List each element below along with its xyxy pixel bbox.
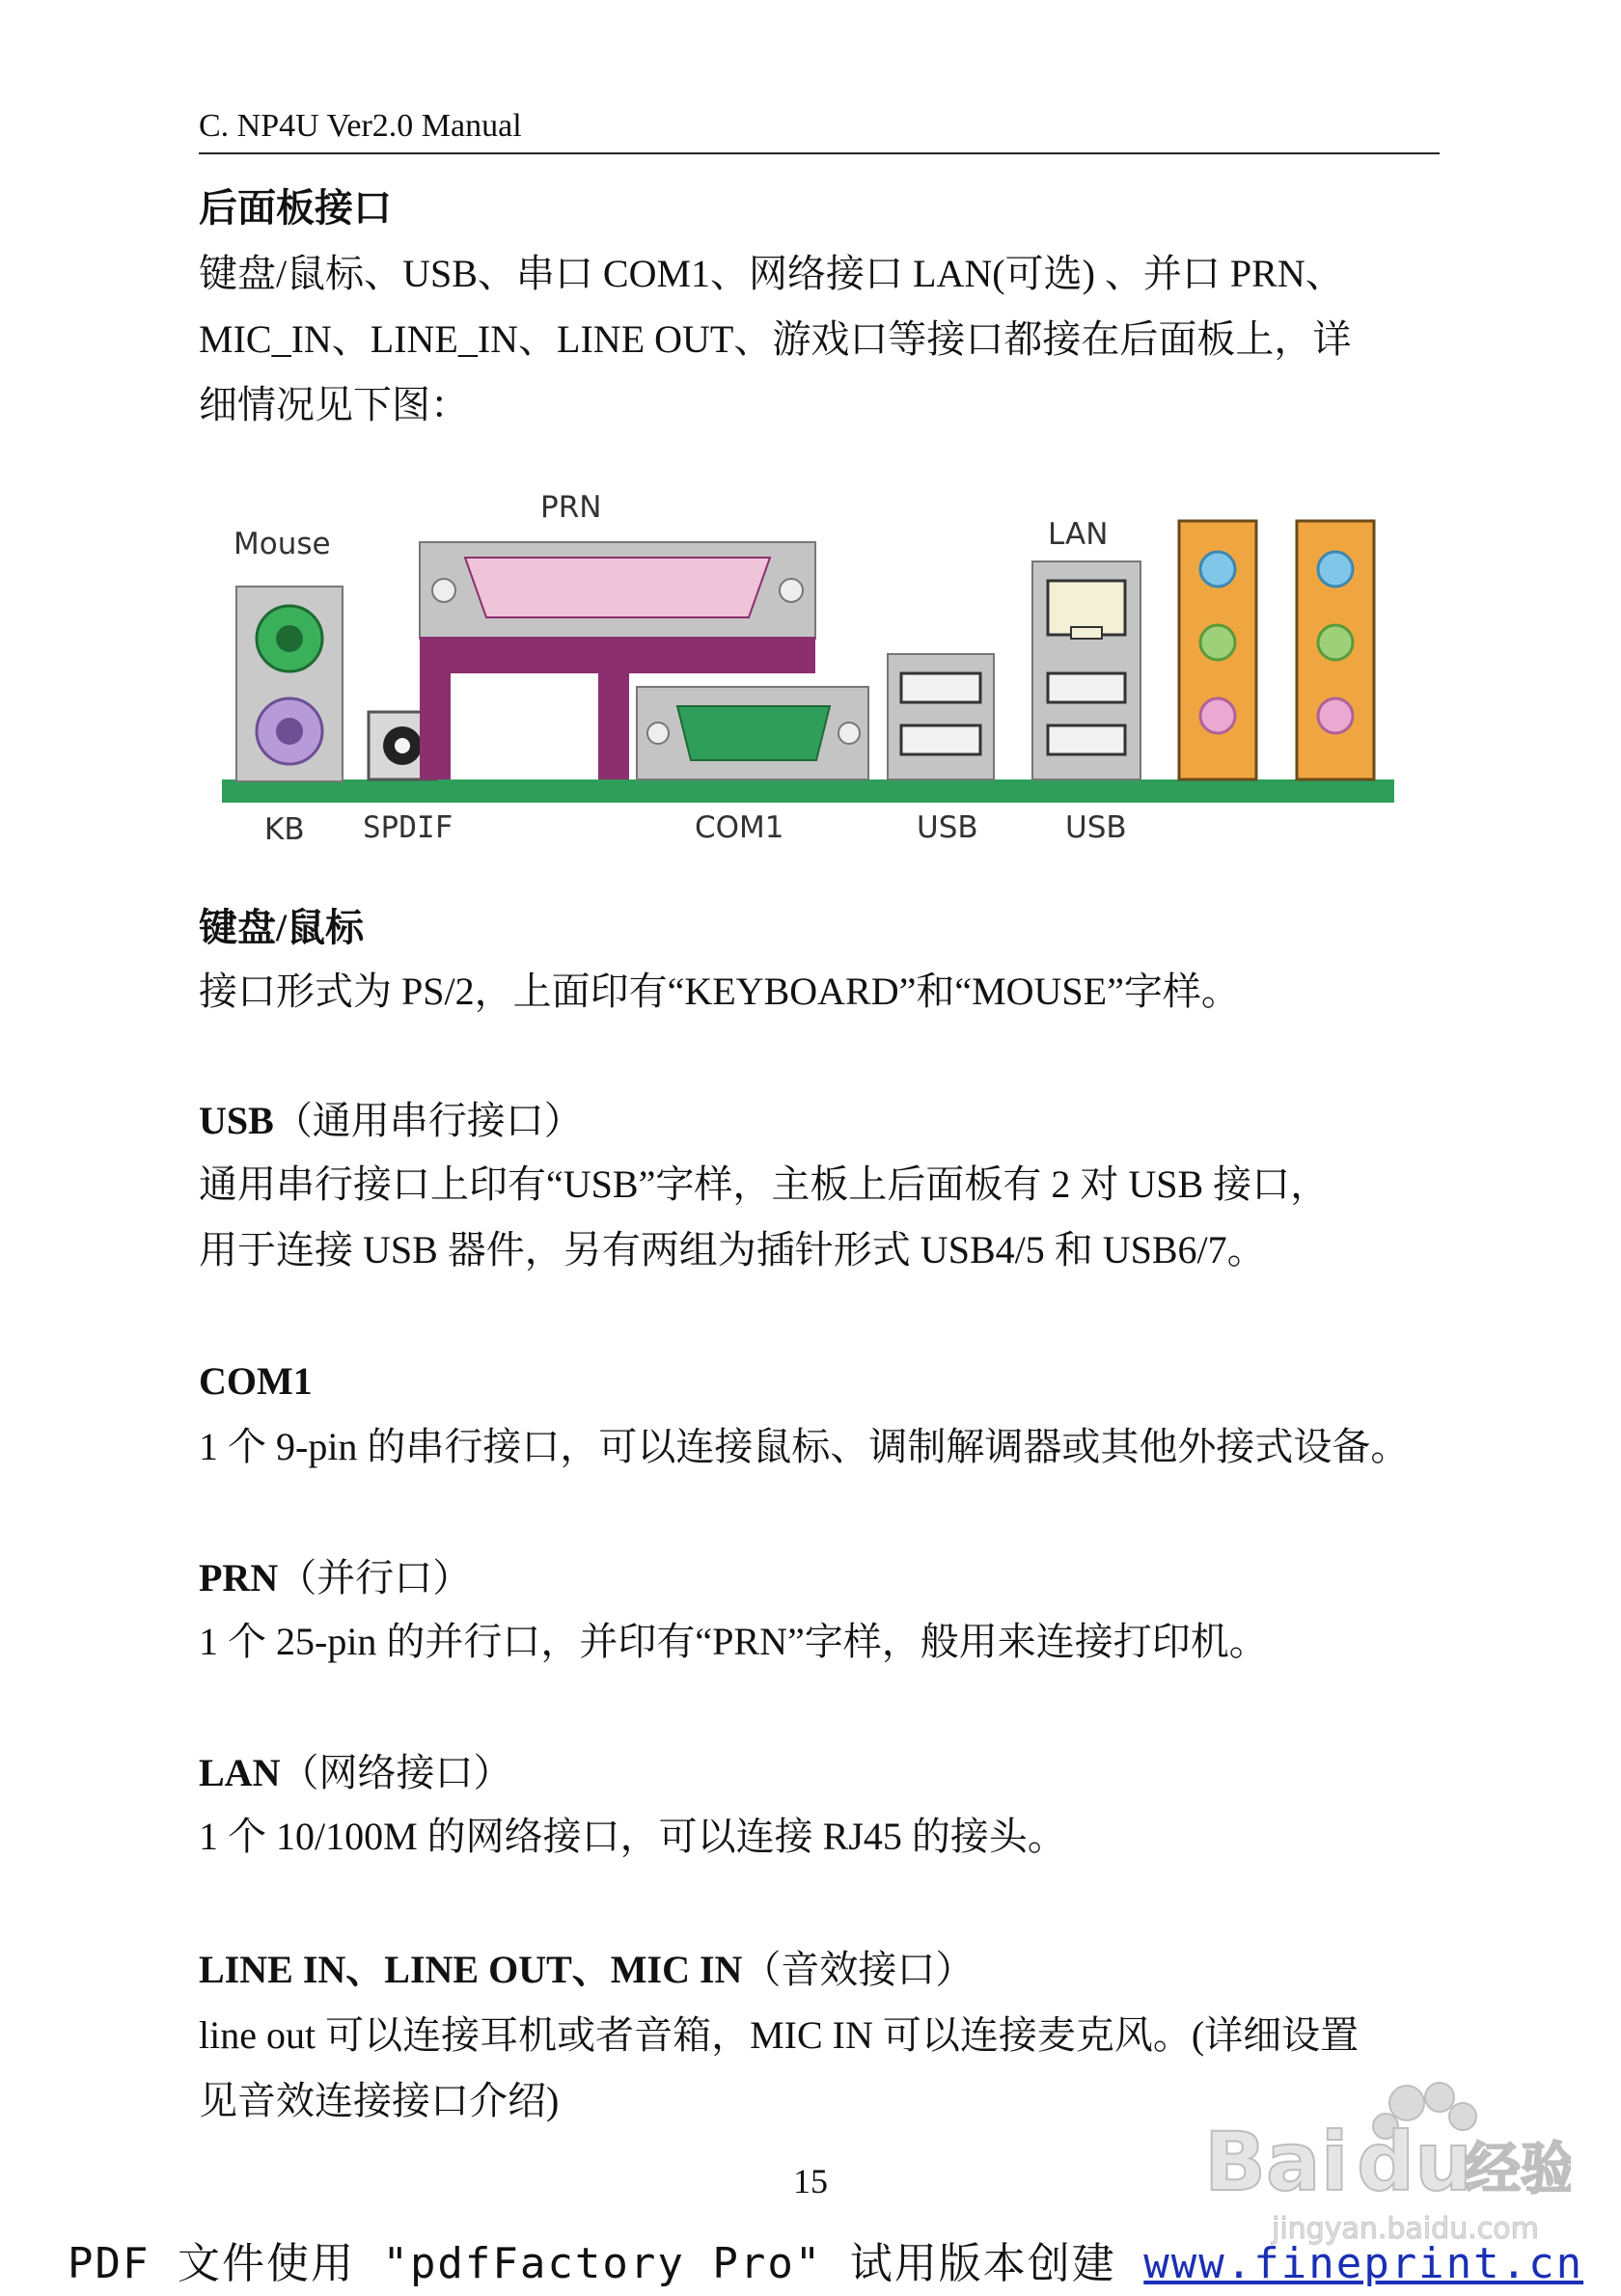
section-title-keyboard-mouse: 键盘/鼠标: [199, 906, 365, 949]
label-usb-1: USB: [917, 810, 978, 845]
keyboard-mouse-text: 接口形式为 PS/2，上面印有“KEYBOARD”和“MOUSE”字样。: [199, 970, 1240, 1013]
lan-text: 1 个 10/100M 的网络接口，可以连接 RJ45 的接头。: [199, 1815, 1066, 1858]
pdf-factory-footer: [68, 2228, 1583, 2290]
section-title-com1: COM1: [199, 1359, 313, 1403]
label-spdif: SPDIF: [363, 810, 453, 845]
rear-panel-figure: [212, 473, 1438, 859]
running-header: C. NP4U Ver2.0 Manual: [199, 108, 522, 144]
watermark-cn: 经验: [1465, 2136, 1571, 2201]
label-com1: COM1: [695, 810, 784, 845]
label-prn: PRN: [540, 490, 602, 525]
usb-text-line-2: 用于连接 USB 器件，另有两组为插针形式 USB4/5 和 USB6/7。: [199, 1228, 1266, 1271]
rear-panel-drawing: [212, 473, 1438, 859]
prn-text: 1 个 25-pin 的并行口，并印有“PRN”字样，般用来连接打印机。: [199, 1620, 1268, 1663]
header-rule: [199, 152, 1440, 154]
audio-text-line-1: line out 可以连接耳机或者音箱，MIC IN 可以连接麦克风。(详细设置: [199, 2013, 1360, 2057]
watermark-brand-2: du: [1357, 2115, 1472, 2209]
section-title-rear-panel: 后面板接口: [199, 186, 392, 230]
watermark-url: jingyan.baidu.com: [1272, 2212, 1539, 2246]
usb-text-line-1: 通用串行接口上印有“USB”字样，主板上后面板有 2 对 USB 接口，: [199, 1162, 1330, 1206]
label-mouse: Mouse: [234, 527, 331, 561]
rear-panel-line-2: MIC_IN、LINE_IN、LINE OUT、游戏口等接口都接在后面板上，详: [199, 317, 1352, 361]
section-title-usb: USB（通用串行接口）: [199, 1099, 583, 1142]
footer-text: PDF 文件使用 "pdfFactory Pro" 试用版本创建: [68, 2239, 1144, 2288]
watermark-brand: Bai: [1204, 2115, 1349, 2209]
label-usb-2: USB: [1065, 810, 1127, 845]
rear-panel-line-1: 键盘/鼠标、USB、串口 COM1、网络接口 LAN(可选) 、并口 PRN、: [199, 252, 1344, 295]
footer-link[interactable]: www.fineprint.cn: [1143, 2239, 1584, 2288]
rear-panel-line-3: 细情况见下图：: [199, 383, 469, 426]
prn-connector: [465, 558, 770, 617]
page-number: 15: [793, 2162, 828, 2200]
section-title-lan: LAN（网络接口）: [199, 1751, 512, 1794]
label-kb: KB: [264, 812, 305, 847]
com1-text: 1 个 9-pin 的串行接口，可以连接鼠标、调制解调器或其他外接式设备。: [199, 1425, 1410, 1468]
com1-connector: [677, 706, 830, 760]
section-title-prn: PRN（并行口）: [199, 1556, 472, 1599]
audio-text-line-2: 见音效连接接口介绍): [199, 2079, 560, 2122]
section-title-audio: LINE IN、LINE OUT、MIC IN（音效接口）: [199, 1948, 975, 1991]
board-strip: [222, 779, 1394, 803]
label-lan: LAN: [1048, 517, 1109, 552]
